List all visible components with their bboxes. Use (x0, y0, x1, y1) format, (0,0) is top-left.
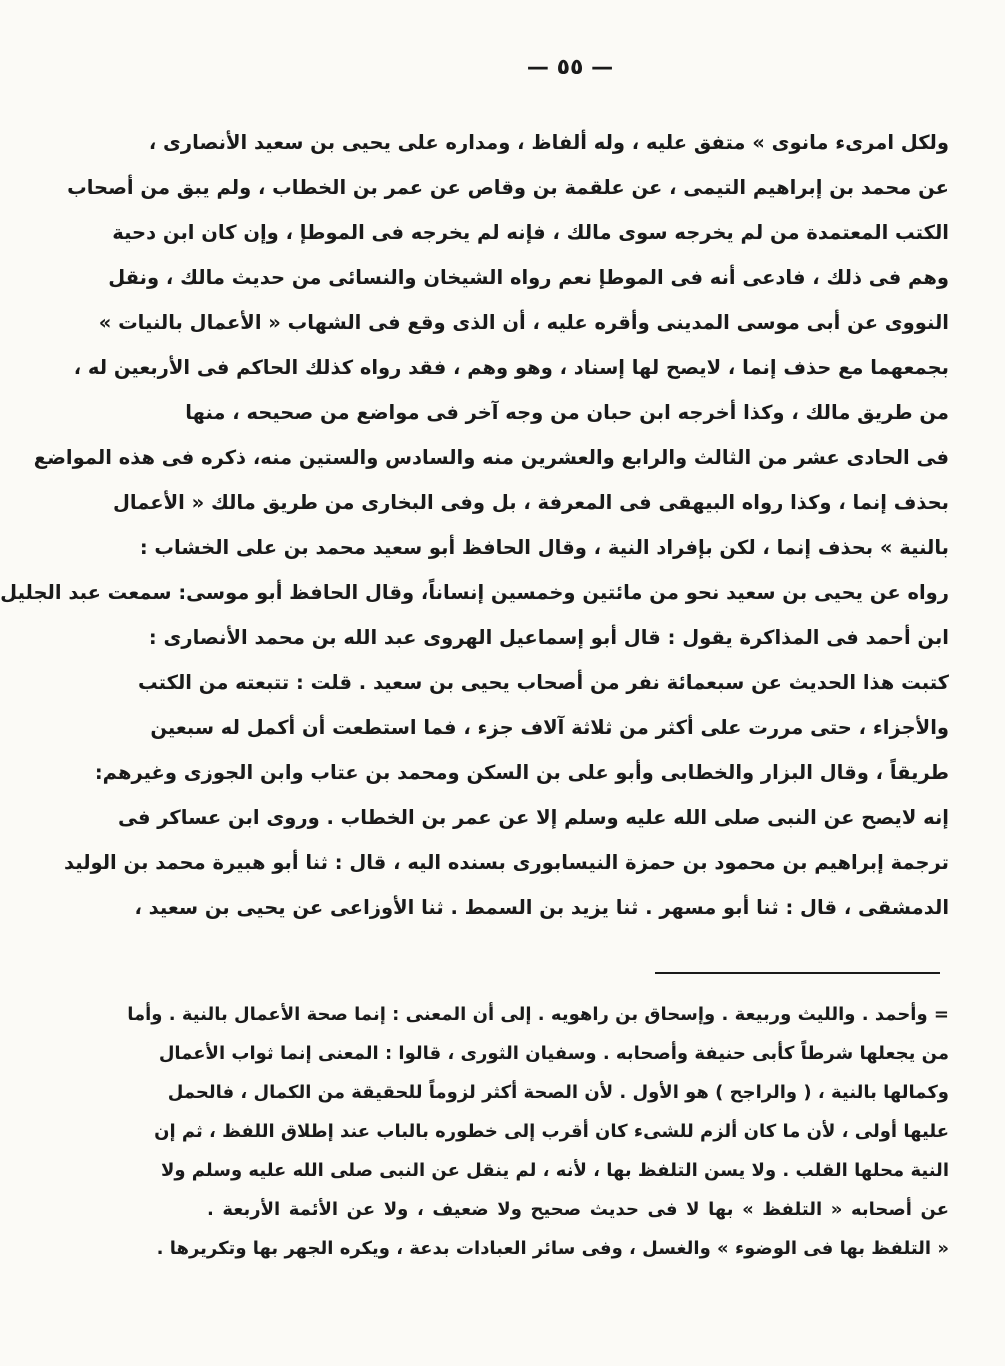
text-line: النووى عن أبى موسى المدينى وأقره عليه ، أن الذى وقع فى الشهاب « الأعمال بالنيات » (98, 311, 949, 334)
text-line: بالنية » بحذف إنما ، لكن بإفراد النية ، وقال الحافظ أبو سعيد محمد بن على الخشاب : (139, 536, 949, 559)
text-line: والأجزاء ، حتى مررت على أكثر من ثلاثة آلاف جزء ، فما استطعت أن أكمل له سبعين (150, 716, 949, 739)
main-text-block (0, 120, 949, 930)
footnote-line: وكمالها بالنية ، ( والراجح ) هو الأول . لأن الصحة أكثر لزوماً للحقيقة من الكمال ، فالحمل (167, 1082, 949, 1103)
footnote-line: من يجعلها شرطاً كأبى حنيفة وأصحابه . وسفيان الثورى ، قالوا : المعنى إنما ثواب الأعمال (158, 1043, 949, 1064)
text-line: عن محمد بن إبراهيم التيمى ، عن علقمة بن وقاص عن عمر بن الخطاب ، ولم يبق من أصحاب (67, 176, 949, 199)
text-line: رواه عن يحيى بن سعيد نحو من مائتين وخمسين إنساناً، وقال الحافظ أبو موسى: سمعت عبد الجليل (0, 581, 949, 604)
text-line: فى الحادى عشر من الثالث والرابع والعشرين منه والسادس والستين منه، ذكره فى هذه المواضع (33, 446, 949, 469)
text-line: الكتب المعتمدة من لم يخرجه سوى مالك ، فإنه لم يخرجه فى الموطإ ، وإن كان ابن دحية (112, 221, 949, 244)
text-line: ابن أحمد فى المذاكرة يقول : قال أبو إسماعيل الهروى عبد الله بن محمد الأنصارى : (148, 626, 949, 649)
text-line: وهم فى ذلك ، فادعى أنه فى الموطإ نعم رواه الشيخان والنسائى من حديث مالك ، ونقل (108, 266, 949, 289)
text-line: الدمشقى ، قال : ثنا أبو مسهر . ثنا يزيد بن السمط . ثنا الأوزاعى عن يحيى بن سعيد ، (134, 896, 949, 919)
footnote-line: = وأحمد . والليث وربيعة . وإسحاق بن راهويه . إلى أن المعنى : إنما صحة الأعمال بالنية . وأما (127, 1004, 949, 1025)
footnote-line: عن أصحابه « التلفظ » بها لا فى حديث صحيح ولا ضعيف ، ولا عن الأئمة الأربعة . (207, 1199, 949, 1220)
text-line: بحذف إنما ، وكذا رواه البيهقى فى المعرفة ، بل وفى البخارى من طريق مالك « الأعمال (112, 491, 949, 514)
footnote-line: النية محلها القلب . ولا يسن التلفظ بها ، لأنه ، لم ينقل عن النبى صلى الله عليه وسلم ولا (160, 1160, 949, 1181)
footnote-divider (655, 972, 940, 974)
text-line: بجمعهما مع حذف إنما ، لايصح لها إسناد ، وهو وهم ، فقد رواه كذلك الحاكم فى الأربعين له ، (73, 356, 949, 379)
text-line: ولكل امرىء مانوى » متفق عليه ، وله ألفاظ ، ومداره على يحيى بن سعيد الأنصارى ، (148, 131, 949, 154)
footnote-line: « التلفظ بها فى الوضوء » والغسل ، وفى سائر العبادات بدعة ، ويكره الجهر بها وتكريرها . (156, 1238, 949, 1259)
page-number: — ٥٥ — (526, 55, 614, 80)
text-line: من طريق مالك ، وكذا أخرجه ابن حبان من وجه آخر فى مواضع من صحيحه ، منها (185, 401, 949, 424)
text-line: ترجمة إبراهيم بن محمود بن حمزة النيسابورى بسنده اليه ، قال : ثنا أبو هبيرة محمد بن الوليد (63, 851, 949, 874)
text-line: إنه لايصح عن النبى صلى الله عليه وسلم إلا عن عمر بن الخطاب . وروى ابن عساكر فى (117, 806, 949, 829)
text-line: كتبت هذا الحديث عن سبعمائة نفر من أصحاب يحيى بن سعيد . قلت : تتبعته من الكتب (138, 671, 949, 694)
footnote-line: عليها أولى ، لأن ما كان ألزم للشىء كان أقرب إلى خطوره بالباب عند إطلاق اللفظ ، ثم إن (154, 1121, 949, 1142)
text-line: طريقاً ، وقال البزار والخطابى وأبو على بن السكن ومحمد بن عتاب وابن الجوزى وغيرهم: (94, 761, 949, 784)
footnote-block (127, 995, 949, 1268)
